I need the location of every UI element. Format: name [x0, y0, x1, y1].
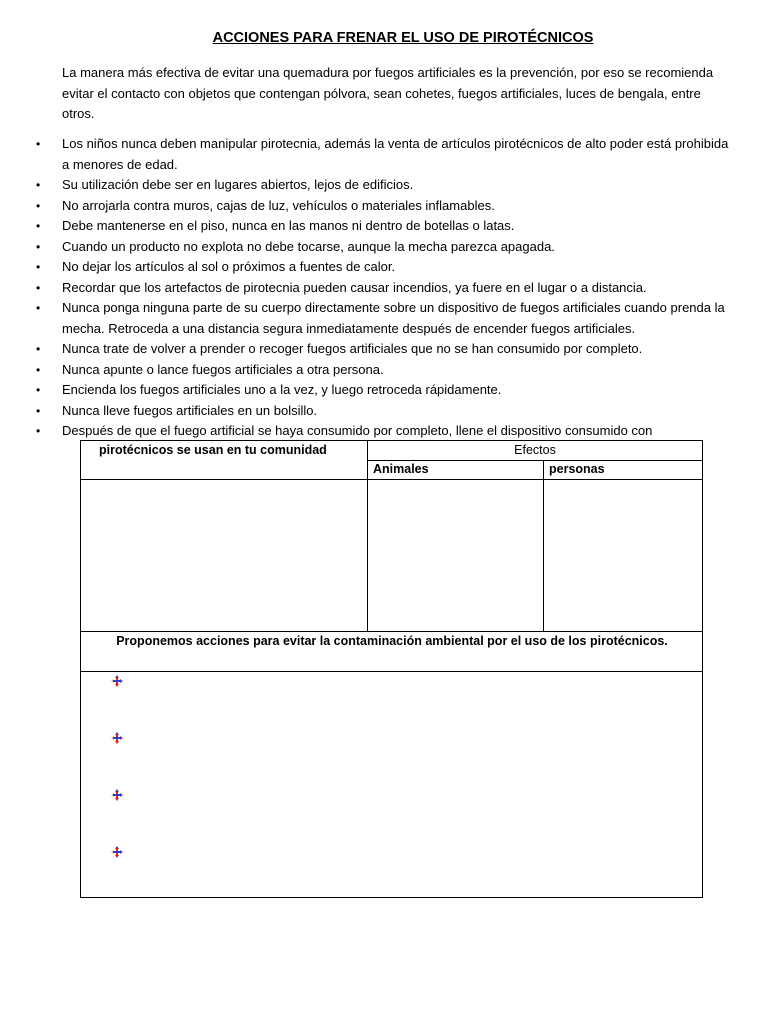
section-divider-line [81, 631, 703, 632]
bullet-dot-icon: • [36, 137, 41, 151]
tips-bullet-list [36, 134, 734, 442]
tip-list-item [36, 401, 734, 422]
four-color-arrow-bullet-icon [111, 846, 123, 858]
tip-list-item [36, 175, 734, 196]
tip-text: Cuando un producto no explota no debe tocarse, aunque la mecha parezca apagada. [62, 238, 555, 254]
people-column-header: personas [549, 462, 605, 476]
effects-divider-line [367, 460, 703, 461]
bullet-dot-icon: • [36, 260, 41, 274]
tip-text: Su utilización debe ser en lugares abiertos, lejos de edificios. [62, 177, 414, 192]
tip-text: Recordar que los artefactos de pirotecnia pueden causar incendios, ya fuere en el lugar o a distancia. [62, 279, 647, 295]
intro-paragraph: La manera más efectiva de evitar una quemadura por fuegos artificiales es la prevención, por eso se recomienda evitar el contacto con objetos que contengan pólvora, sean cohetes, fuegos artificiales, luces de bengala, entre otros. [62, 65, 714, 121]
tip-text: Nunca apunte o lance fuegos artificiales a otra persona. [62, 361, 384, 377]
tip-text: Nunca ponga ninguna parte de su cuerpo directamente sobre un dispositivo de fuegos artificiales cuando prenda la mecha. Retroceda a una distancia segura inmediatamente después de encender fuegos artificiales. [62, 300, 725, 336]
tip-list-item [36, 196, 734, 217]
bullet-dot-icon: • [36, 342, 41, 356]
four-color-arrow-bullet-icon [111, 789, 123, 801]
tip-list-item [36, 237, 734, 258]
tip-list-item [36, 134, 734, 175]
bullet-dot-icon: • [36, 178, 41, 192]
tip-list-item [36, 339, 734, 360]
activity-table [80, 440, 703, 898]
tip-list-item [36, 380, 734, 401]
bullet-dot-icon: • [36, 280, 41, 295]
tip-list-item [36, 360, 734, 381]
document-title: ACCIONES PARA FRENAR EL USO DE PIROTÉCNICOS [212, 30, 594, 46]
bullet-dot-icon: • [36, 198, 41, 213]
bullet-dot-icon: • [36, 403, 41, 418]
column-divider-1 [367, 441, 368, 631]
tip-text: Después de que el fuego artificial se haya consumido por completo, llene el dispositivo consumido con [62, 423, 653, 438]
tip-text: No dejar los artículos al sol o próximos a fuentes de calor. [62, 259, 396, 274]
column-divider-2 [543, 460, 544, 631]
tip-text: Debe mantenerse en el piso, nunca en las manos ni dentro de botellas o latas. [62, 218, 515, 233]
bullet-dot-icon: • [36, 383, 41, 397]
bullet-dot-icon: • [36, 239, 41, 254]
bullet-dot-icon: • [36, 301, 41, 315]
tip-text: Encienda los fuegos artificiales uno a la vez, y luego retroceda rápidamente. [62, 382, 502, 397]
proposal-header-bottom-line [81, 671, 703, 672]
tip-text: Nunca trate de volver a prender o recoger fuegos artificiales que no se han consumido por completo. [62, 341, 643, 356]
four-color-arrow-bullet-icon [111, 732, 123, 744]
tip-list-item [36, 216, 734, 237]
tip-text: No arrojarla contra muros, cajas de luz, vehículos o materiales inflamables. [62, 197, 495, 213]
header-bottom-line [81, 479, 703, 480]
tip-list-item [36, 257, 734, 278]
bullet-dot-icon: • [36, 219, 41, 233]
tip-text: Nunca lleve fuegos artificiales en un bolsillo. [62, 402, 318, 418]
tip-list-item [36, 298, 734, 339]
animals-column-header: Animales [373, 462, 429, 476]
pyrotechnics-column-header: pirotécnicos se usan en tu comunidad [99, 443, 327, 457]
tip-list-item [36, 278, 734, 299]
four-color-arrow-bullet-icon [111, 675, 123, 687]
bullet-dot-icon: • [36, 424, 41, 438]
bullet-dot-icon: • [36, 362, 41, 377]
proposal-header: Proponemos acciones para evitar la contaminación ambiental por el uso de los pirotécnicos. [116, 634, 668, 648]
effects-header: Efectos [514, 443, 556, 457]
tip-list-item [36, 421, 734, 442]
tip-text: Los niños nunca deben manipular pirotecnia, además la venta de artículos pirotécnicos de alto poder está prohibida a menores de edad. [62, 136, 729, 172]
